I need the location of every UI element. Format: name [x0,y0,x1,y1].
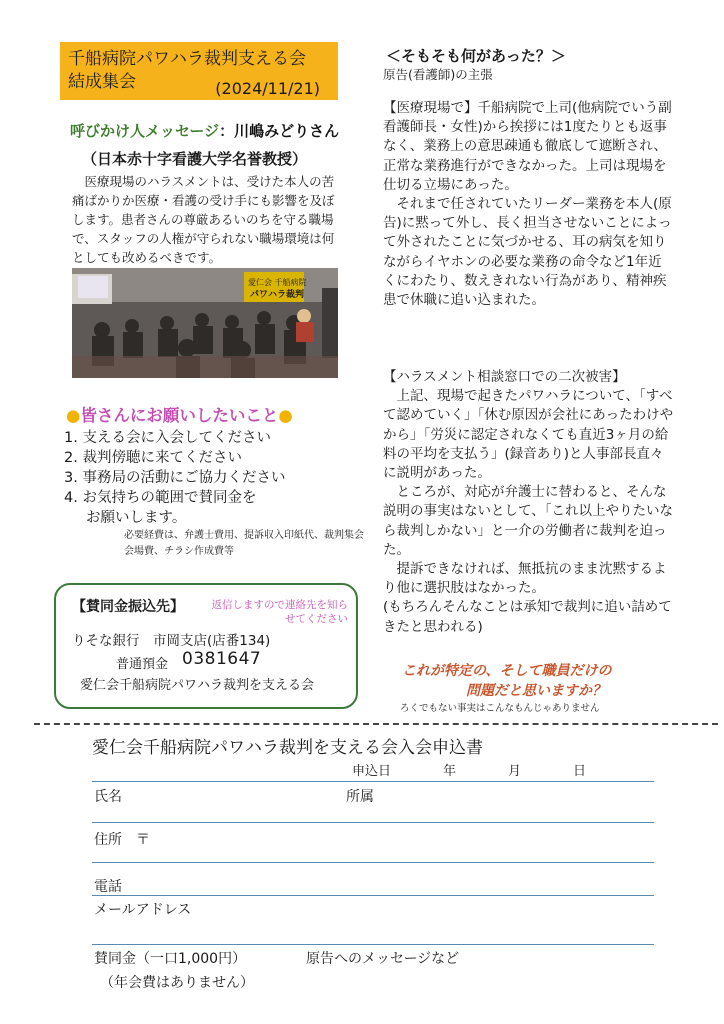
story-section-2 [383,368,675,637]
story-paragraph: 【医療現場で】千船病院で上司(他病院でいう副看護師長・女性)から挨拶には1度たりとも返事なく、業務上の意思疎通も徹底して遮断され、正常な業務進行ができなかった。上司は現場を仕切る立場にあった。 [383,100,672,193]
expenses-note: 必要経費は、弁護士費用、提訴収入印紙代、裁判集会会場費、チラシ作成費等 [124,530,364,557]
story-heading: ＜そもそも何があった？＞ [386,47,566,65]
section-title: 【ハラスメント相談窓口での二次被害】 [383,369,626,385]
photo-banner-text: 愛仁会 千船病院 [248,278,307,287]
title-line2: 結成集会 [68,72,136,92]
story-paragraph: それまで任されていたリーダー業務を本人(原告)に黙って外し、長く担当させないことによって外されたことに気づかせる、耳の病気を知りながらイヤホンの必要な業務の命令など1年近くにわたり、数えきれない行為があり、精神疾患で休職に追い込まれた。 [383,196,672,309]
cut-line [34,723,718,725]
caller-label: 呼びかけ人メッセージ [70,122,220,140]
caller-affiliation: （日本赤十字看護大学名誉教授） [82,150,308,168]
story-section-1 [383,99,675,310]
list-item: 2. 裁判傍聴に来てください [64,450,242,466]
bank-name: りそな銀行 市岡支店(店番134) [72,633,271,649]
requests-list [64,428,285,528]
name-field-label: 氏名 [94,789,122,805]
account-holder: 愛仁会千船病院パワハラ裁判を支える会 [80,678,315,693]
list-item-cont: お願いします。 [86,510,187,526]
requests-heading [66,402,293,426]
bullet-dot-right: ● [278,406,293,425]
story-paragraph: ところが、対応が弁護士に替わると、そんな説明の事実はないとして、「これ以上やりたいなら裁判しかない」と一介の労働者に裁判を迫った。 [383,484,673,558]
bank-reply-note: 返信しますので連絡先を知らせてください [211,599,348,625]
closing-note: ろくでもない事実はこんなもんじゃありません [400,703,600,714]
message-field-label: 原告へのメッセージなど [306,951,460,967]
caller-name: 川嶋みどりさん [234,122,340,140]
closing-line-2: 問題だと思いますか？ [466,683,606,699]
email-field[interactable] [92,944,654,945]
story-paragraph: 上記、現場で起きたパワハラについて、「すべて認めていく」「休む原因が会社にあったわけやから」「労災に認定されなくても直近3ヶ月の給料の平均を支払う」(録音あり)と人事部長直々に説明があった。 [383,388,674,482]
bullet-dot-left: ● [66,406,81,425]
account-type: 普通預金 [116,657,169,672]
event-date: (2024/11/21) [215,79,320,98]
caller-heading [70,120,339,141]
story-paragraph: (もちろんそんなことは承知で裁判に追い詰めてきたと思われる) [383,599,672,635]
closing-line-1: これが特定の、そして職員だけの [402,663,612,679]
affiliation-field-label: 所属 [346,789,374,805]
list-item: 3. 事務局の活動にご協力ください [64,470,286,486]
svg-text:パワハラ裁判: パワハラ裁判 [250,290,305,300]
phone-field-label: 電話 [94,879,122,895]
title-banner [60,42,338,100]
meeting-photo [72,268,338,378]
address-field[interactable] [92,862,654,863]
list-item: 1. 支える会に入会してください [64,430,271,446]
caller-colon: ： [219,122,235,140]
list-item: 4. お気持ちの範囲で賛同金を [64,490,257,506]
donation-field-label: 賛同金（一口1,000円） [94,951,247,967]
bank-title: 【賛同金振込先】 [72,599,184,615]
email-field-label: メールアドレス [94,902,192,918]
address-field-label: 住所 〒 [94,832,150,848]
form-line [92,781,654,782]
fee-note: （年会費はありません） [100,975,254,991]
story-paragraph: 提訴できなければ、無抵抗のまま沈黙するより他に選択肢はなかった。 [383,561,667,597]
name-field[interactable] [92,822,654,823]
caller-message: 医療現場のハラスメントは、受けた本人の苦痛ばかりか医療・看護の受け手にも影響を及ぼします。患者さんの尊厳あるいのちを守る職場で、スタッフの人権が守られない職場環境は何としても改めるべきです。 [72,174,335,265]
account-number: 0381647 [182,649,262,669]
phone-field[interactable] [92,895,654,896]
title-line1: 千船病院パワハラ裁判支える会 [68,49,306,69]
requests-title: 皆さんにお願いしたいこと [80,406,279,425]
form-date-field[interactable]: 申込日 年 月 日 [352,764,587,779]
story-subheading: 原告(看護師)の主張 [383,67,493,82]
form-title: 愛仁会千船病院パワハラ裁判を支える会入会申込書 [92,738,483,758]
